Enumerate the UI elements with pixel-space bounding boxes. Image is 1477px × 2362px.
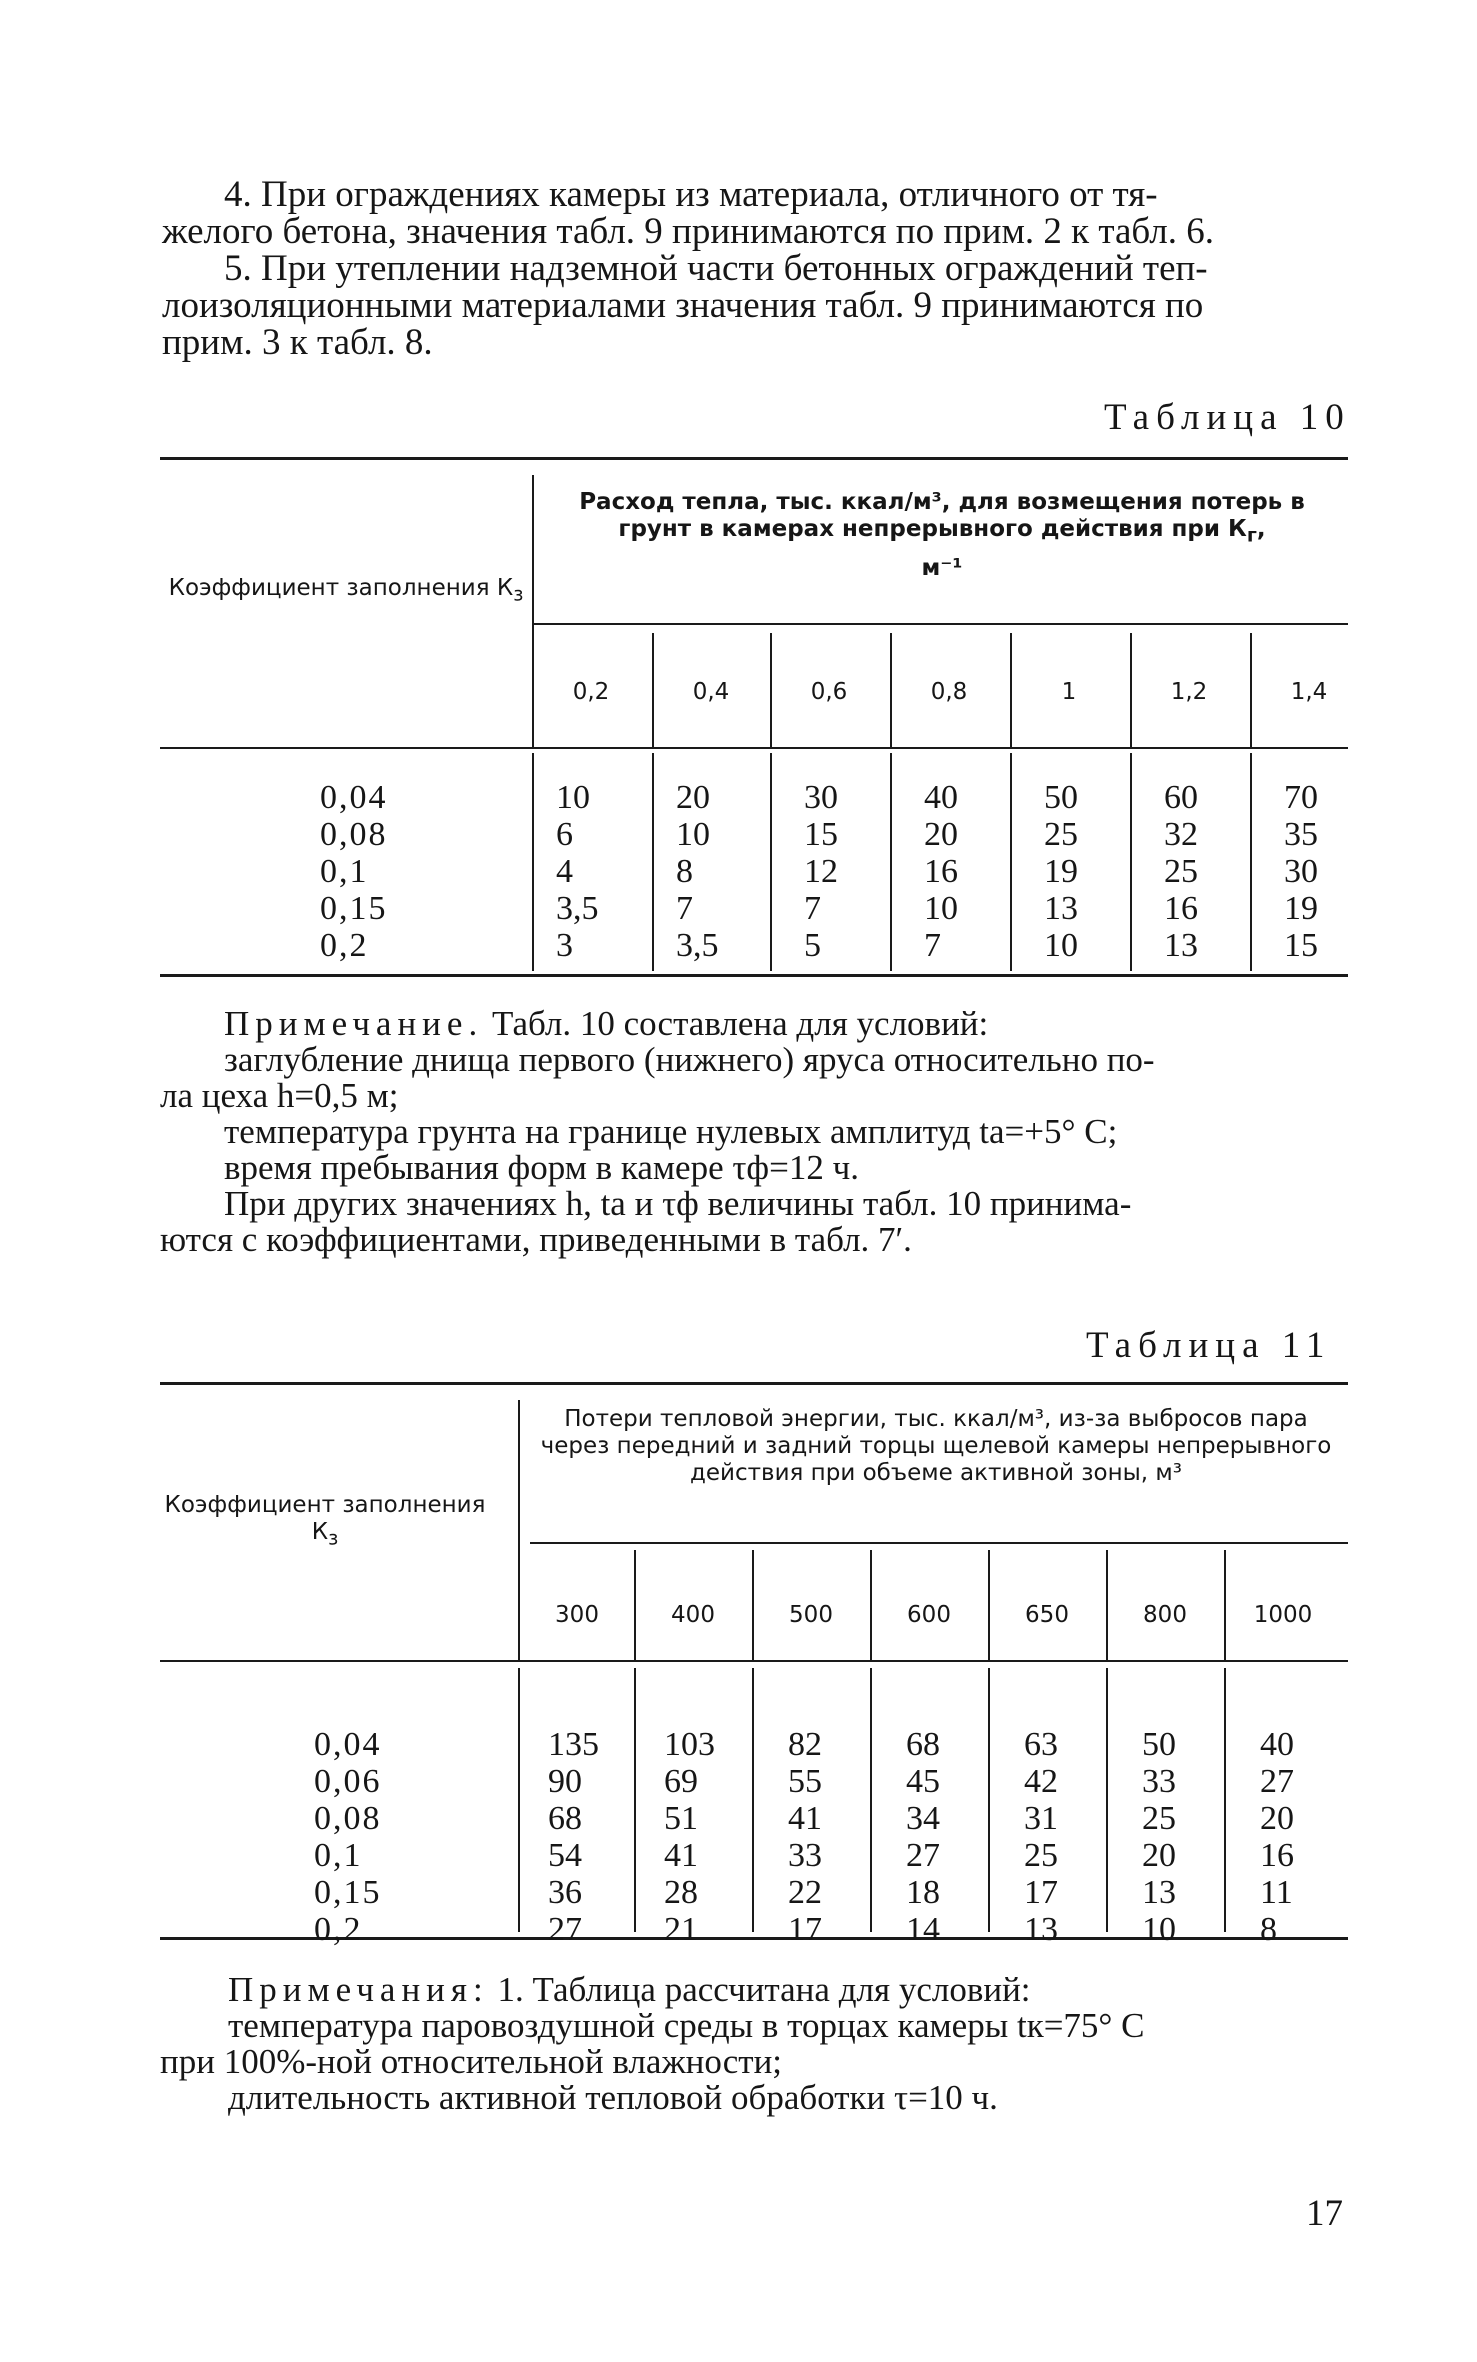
- table-11: [160, 1382, 1348, 1948]
- intro-line: лоизоляционными материалами значения табл. 9 принимаются по: [162, 285, 1204, 326]
- table-cell: 7: [676, 890, 693, 927]
- column-group-header: Расход тепла, тыс. ккал/м³, для возмещения потерь в грунт в камерах непрерывного действия при $К_г$, м⁻¹: [579, 489, 1305, 581]
- column-header: 1000: [1253, 1602, 1313, 1628]
- table-cell: 10: [676, 816, 710, 853]
- intro-line: 5. При утеплении надземной части бетонных ограждений теп-: [224, 248, 1208, 289]
- column-header: 600: [907, 1602, 951, 1628]
- table-column: [1260, 1726, 1342, 1948]
- column-group-header: Потери тепловой энергии, тыс. ккал/м³, из-за выбросов пара через передний и задний торцы щелевой камеры непрерывного действия при объеме активной зоны, м³: [540, 1406, 1332, 1486]
- table-cell: 135: [548, 1726, 599, 1763]
- table-cell: 25: [1142, 1800, 1176, 1837]
- table-cell: 5: [804, 927, 821, 964]
- table-cell: 45: [906, 1763, 940, 1800]
- row-header: Коэффициент заполнения $К_з$: [168, 575, 524, 606]
- row-label: 0,2: [320, 927, 369, 964]
- table-column: [788, 1726, 870, 1948]
- table-cell: 20: [924, 816, 958, 853]
- note-lead: Примечание.: [224, 1004, 484, 1043]
- table-cell: 4: [556, 853, 573, 890]
- table-cell: 15: [804, 816, 838, 853]
- table-cell: 20: [1260, 1800, 1294, 1837]
- table-cell: 68: [906, 1726, 940, 1763]
- table-cell: 10: [556, 779, 590, 816]
- table-11-title: Таблица 11: [1086, 1325, 1332, 1366]
- table-cell: 69: [664, 1763, 698, 1800]
- table-cell: 25: [1164, 853, 1198, 890]
- table-cell: 40: [1260, 1726, 1294, 1763]
- table-cell: 63: [1024, 1726, 1058, 1763]
- table-cell: 31: [1024, 1800, 1058, 1837]
- table-bottom-rule: [160, 974, 1348, 977]
- row-label: 0,15: [314, 1874, 382, 1911]
- table-cell: 55: [788, 1763, 822, 1800]
- table-cell: 70: [1284, 779, 1318, 816]
- column-header: 1: [1061, 679, 1077, 705]
- row-label: 0,1: [314, 1837, 363, 1874]
- table-cell: 60: [1164, 779, 1198, 816]
- table-cell: 13: [1164, 927, 1198, 964]
- table-cell: 28: [664, 1874, 698, 1911]
- table-cell: 11: [1260, 1874, 1293, 1911]
- table-column: [804, 779, 888, 964]
- table-cell: 13: [1024, 1911, 1058, 1948]
- group-header-rule: [532, 623, 1348, 625]
- table-column: [906, 1726, 988, 1948]
- table-cell: 103: [664, 1726, 715, 1763]
- table-cell: 27: [548, 1911, 582, 1948]
- table-cell: 15: [1284, 927, 1318, 964]
- row-labels: [320, 779, 388, 964]
- table-cell: 22: [788, 1874, 822, 1911]
- table-cell: 19: [1284, 890, 1318, 927]
- table-column: [548, 1726, 636, 1948]
- row-label: 0,08: [320, 816, 388, 853]
- note-line: при 100%-ной относительной влажности;: [160, 2042, 783, 2081]
- note-line: время пребывания форм в камере τф=12 ч.: [224, 1148, 859, 1187]
- intro-line: прим. 3 к табл. 8.: [162, 322, 433, 363]
- row-label: 0,04: [314, 1726, 382, 1763]
- intro-text: [162, 176, 1346, 361]
- table-cell: 54: [548, 1837, 582, 1874]
- row-label: 0,1: [320, 853, 369, 890]
- column-header: 0,2: [572, 679, 610, 705]
- table-cell: 13: [1142, 1874, 1176, 1911]
- table-cell: 12: [804, 853, 838, 890]
- table-column: [1024, 1726, 1106, 1948]
- page-number: 17: [1306, 2193, 1343, 2234]
- table-cell: 35: [1284, 816, 1318, 853]
- table-column: [1284, 779, 1368, 964]
- column-header: 1,4: [1290, 679, 1328, 705]
- table-column: [1044, 779, 1128, 964]
- table-cell: 41: [664, 1837, 698, 1874]
- table-cell: 14: [906, 1911, 940, 1948]
- column-header: 650: [1025, 1602, 1069, 1628]
- table-cell: 30: [804, 779, 838, 816]
- table-cell: 3,5: [676, 927, 719, 964]
- table-top-rule: [160, 1382, 1348, 1385]
- table-column: [1142, 1726, 1224, 1948]
- note-line: ются с коэффициентами, приведенными в табл. 7′.: [160, 1220, 912, 1259]
- table-cell: 42: [1024, 1763, 1058, 1800]
- table-cell: 27: [1260, 1763, 1294, 1800]
- note-line: заглубление днища первого (нижнего) яруса относительно по-: [224, 1040, 1155, 1079]
- table-column: [664, 1726, 752, 1948]
- table-cell: 8: [1260, 1911, 1277, 1948]
- note-line: длительность активной тепловой обработки τ=10 ч.: [228, 2078, 998, 2117]
- column-header: 0,6: [810, 679, 848, 705]
- note-line: температура грунта на границе нулевых амплитуд tа=+5° С;: [224, 1112, 1118, 1151]
- table-10: [160, 457, 1348, 977]
- table-cell: 50: [1142, 1726, 1176, 1763]
- table-column: [556, 779, 650, 964]
- table-cell: 27: [906, 1837, 940, 1874]
- table-cell: 16: [1164, 890, 1198, 927]
- row-label: 0,08: [314, 1800, 382, 1837]
- note-line: Табл. 10 составлена для условий:: [491, 1004, 989, 1043]
- table-cell: 19: [1044, 853, 1078, 890]
- table-cell: 33: [788, 1837, 822, 1874]
- column-header: 0,4: [692, 679, 730, 705]
- table-cell: 17: [788, 1911, 822, 1948]
- header-divider: [532, 475, 534, 747]
- row-label: 0,06: [314, 1763, 382, 1800]
- note-line: ла цеха h=0,5 м;: [160, 1076, 399, 1115]
- table-10-note: [160, 1006, 1346, 1258]
- intro-line: 4. При ограждениях камеры из материала, отличного от тя-: [224, 174, 1158, 215]
- table-cell: 34: [906, 1800, 940, 1837]
- table-cell: 68: [548, 1800, 582, 1837]
- table-cell: 20: [1142, 1837, 1176, 1874]
- table-cell: 18: [906, 1874, 940, 1911]
- table-cell: 82: [788, 1726, 822, 1763]
- table-cell: 30: [1284, 853, 1318, 890]
- table-cell: 90: [548, 1763, 582, 1800]
- column-header: 800: [1143, 1602, 1187, 1628]
- table-cell: 50: [1044, 779, 1078, 816]
- column-header: 400: [671, 1602, 715, 1628]
- row-labels: [314, 1726, 382, 1948]
- table-cell: 13: [1044, 890, 1078, 927]
- intro-line: желого бетона, значения табл. 9 принимаются по прим. 2 к табл. 6.: [162, 211, 1215, 252]
- table-column: [924, 779, 1008, 964]
- row-label: 0,04: [320, 779, 388, 816]
- table-cell: 7: [924, 927, 941, 964]
- note-lead: Примечания:: [228, 1970, 489, 2009]
- column-header: 300: [555, 1602, 599, 1628]
- column-header: 500: [789, 1602, 833, 1628]
- table-cell: 51: [664, 1800, 698, 1837]
- note-line: 1. Таблица рассчитана для условий:: [497, 1970, 1031, 2009]
- table-cell: 10: [1142, 1911, 1176, 1948]
- column-header: 1,2: [1170, 679, 1208, 705]
- table-cell: 16: [924, 853, 958, 890]
- row-label: 0,2: [314, 1911, 363, 1948]
- table-cell: 10: [924, 890, 958, 927]
- table-cell: 3: [556, 927, 573, 964]
- table-cell: 36: [548, 1874, 582, 1911]
- table-cell: 7: [804, 890, 821, 927]
- row-header: Коэффициент заполнения $К_з$: [164, 1492, 486, 1550]
- table-cell: 16: [1260, 1837, 1294, 1874]
- table-cell: 25: [1024, 1837, 1058, 1874]
- table-cell: 10: [1044, 927, 1078, 964]
- header-bottom-rule: [160, 1660, 1348, 1662]
- table-top-rule: [160, 457, 1348, 460]
- table-cell: 8: [676, 853, 693, 890]
- table-column: [676, 779, 770, 964]
- column-header: 0,8: [930, 679, 968, 705]
- table-cell: 3,5: [556, 890, 599, 927]
- table-cell: 33: [1142, 1763, 1176, 1800]
- table-cell: 20: [676, 779, 710, 816]
- note-line: При других значениях h, tа и τф величины табл. 10 принима-: [224, 1184, 1132, 1223]
- row-label: 0,15: [320, 890, 388, 927]
- table-cell: 32: [1164, 816, 1198, 853]
- table-cell: 40: [924, 779, 958, 816]
- table-cell: 17: [1024, 1874, 1058, 1911]
- note-line: температура паровоздушной среды в торцах камеры tк=75° С: [228, 2006, 1145, 2045]
- table-cell: 6: [556, 816, 573, 853]
- table-cell: 25: [1044, 816, 1078, 853]
- table-cell: 21: [664, 1911, 698, 1948]
- table-11-note: [160, 1972, 1346, 2116]
- header-bottom-rule: [160, 747, 1348, 749]
- table-column: [1164, 779, 1248, 964]
- table-cell: 41: [788, 1800, 822, 1837]
- table-10-title: Таблица 10: [1104, 397, 1351, 438]
